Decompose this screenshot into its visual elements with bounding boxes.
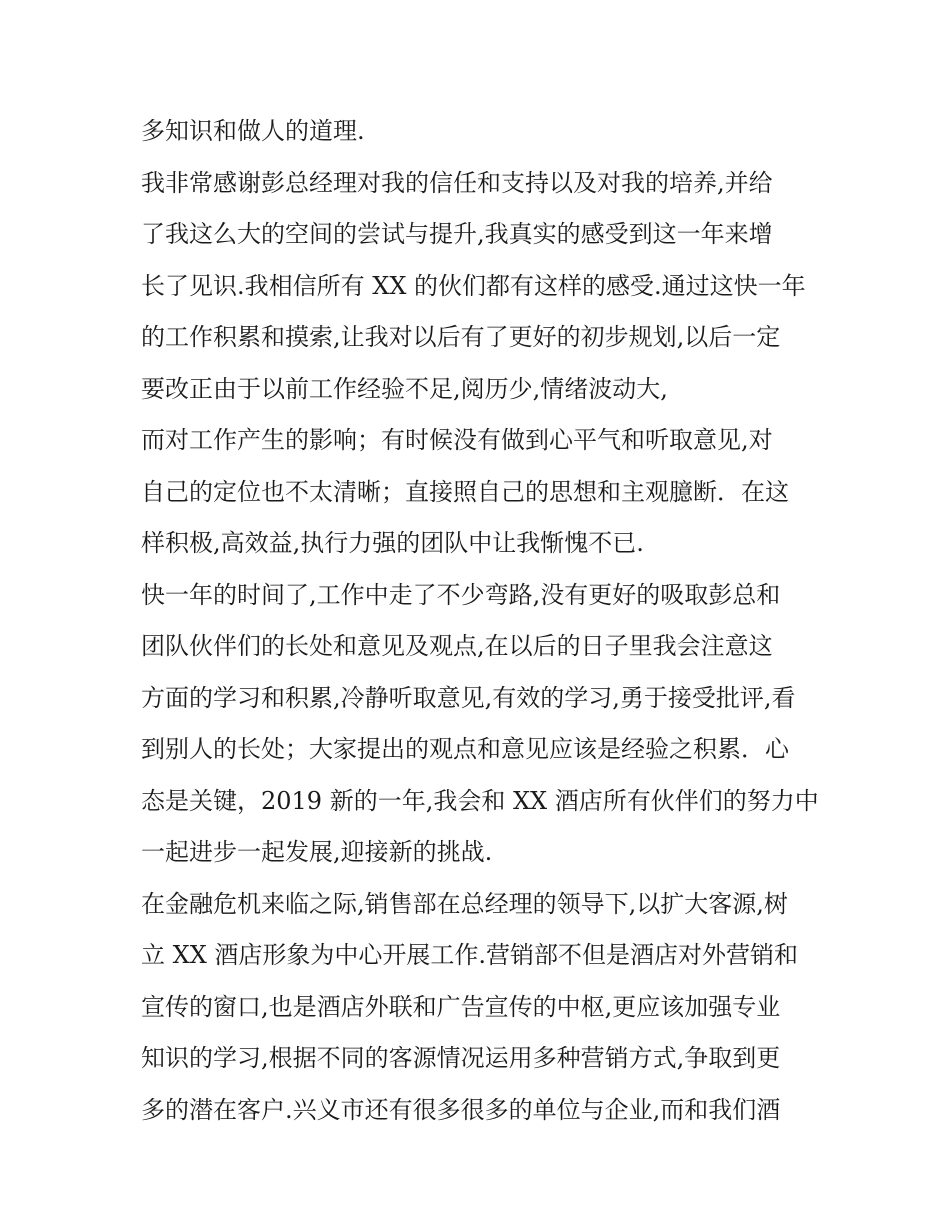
text-line: 自己的定位也不太清晰；直接照自己的思想和主观臆断．在这 xyxy=(141,477,789,506)
text-line: 到别人的长处；大家提出的观点和意见应该是经验之积累．心 xyxy=(141,735,789,763)
text-line: 长了见识.我相信所有 XX 的伙们都有这样的感受.通过这快一年 xyxy=(141,271,806,300)
text-line: 的工作积累和摸索,让我对以后有了更好的初步规划,以后一定 xyxy=(141,323,781,351)
text-line: 方面的学习和积累,冷静听取意见,有效的学习,勇于接受批评,看 xyxy=(141,683,796,712)
text-line: 快一年的时间了,工作中走了不少弯路,没有更好的吸取彭总和 xyxy=(141,580,781,609)
text-line: 而对工作产生的影响；有时候没有做到心平气和听取意见,对 xyxy=(141,426,773,454)
text-line: 多的潜在客户.兴义市还有很多很多的单位与企业,而和我们酒 xyxy=(141,1095,781,1124)
text-line: 在金融危机来临之际,销售部在总经理的领导下,以扩大客源,树 xyxy=(141,889,788,918)
text-line: 态是关键，2019 新的一年,我会和 XX 酒店所有伙伴们的努力中 xyxy=(141,786,819,815)
text-line: 了我这么大的空间的尝试与提升,我真实的感受到这一年来增 xyxy=(141,220,773,248)
text-line: 我非常感谢彭总经理对我的信任和支持以及对我的培养,并给 xyxy=(141,168,773,197)
text-line: 团队伙伴们的长处和意见及观点,在以后的日子里我会注意这 xyxy=(141,632,773,660)
text-line: 立 XX 酒店形象为中心开展工作.营销部不但是酒店对外营销和 xyxy=(141,941,799,969)
text-line: 知识的学习,根据不同的客源情况运用多种营销方式,争取到更 xyxy=(141,1044,781,1072)
body-text xyxy=(141,106,821,1136)
text-line: 样积极,高效益,执行力强的团队中让我惭愧不已. xyxy=(141,529,644,557)
text-line: 一起进步一起发展,迎接新的挑战. xyxy=(141,838,493,866)
text-line: 多知识和做人的道理. xyxy=(141,117,365,145)
text-line: 宣传的窗口,也是酒店外联和广告宣传的中枢,更应该加强专业 xyxy=(141,992,781,1021)
text-line: 要改正由于以前工作经验不足,阅历少,情绪波动大, xyxy=(141,374,668,403)
